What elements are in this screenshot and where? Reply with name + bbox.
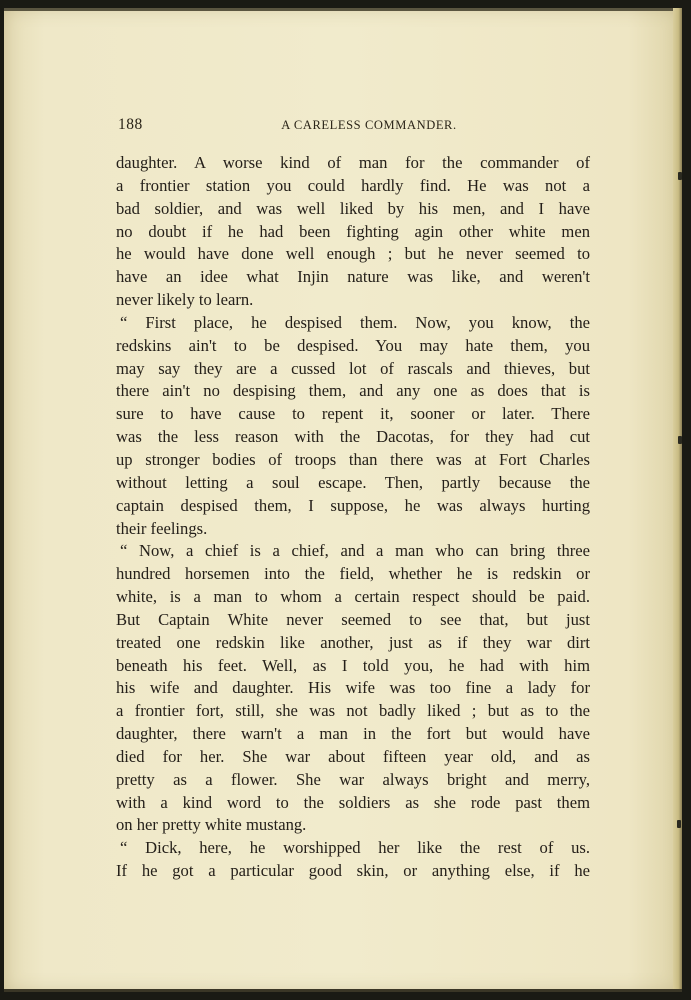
- text-line: sure to have cause to repent it, sooner or later. There: [116, 404, 590, 424]
- text-line: may say they are a cussed lot of rascals and thieves, but: [116, 358, 590, 378]
- text-line: daughter. A worse kind of man for the commander of: [116, 153, 590, 172]
- text-line: a frontier fort, still, she was not badly liked ; but as to the: [116, 701, 590, 721]
- margin-mark: [677, 820, 681, 828]
- margin-mark: [678, 172, 682, 180]
- text-line: daughter, there warn't a man in the fort but would have: [116, 724, 590, 744]
- text-line: his wife and daughter. His wife was too fine a lady for: [116, 678, 590, 698]
- text-line: with a kind word to the soldiers as she rode past them: [116, 792, 590, 812]
- text-line: But Captain White never seemed to see that, but just: [116, 609, 590, 629]
- text-line: pretty as a flower. She war always bright and merry,: [116, 769, 590, 789]
- text-line: was the less reason with the Dacotas, for they had cut: [116, 427, 590, 447]
- text-line: have an idee what Injin nature was like, and weren't: [116, 267, 590, 287]
- text-line: If he got a particular good skin, or anything else, if he: [116, 861, 590, 881]
- page-edge: [673, 8, 682, 992]
- text-line: bad soldier, and was well liked by his men, and I have: [116, 198, 590, 218]
- text-line: a frontier station you could hardly find. He was not a: [116, 175, 590, 195]
- margin-mark: [678, 436, 682, 444]
- running-head: [118, 116, 590, 136]
- body-text: [116, 152, 590, 883]
- text-line: without letting a soul escape. Then, partly because the: [116, 472, 590, 492]
- text-line: redskins ain't to be despised. You may hate them, you: [116, 335, 590, 355]
- text-line: never likely to learn.: [116, 290, 254, 310]
- text-line: white, is a man to whom a certain respect should be paid.: [116, 587, 590, 607]
- text-line: there ain't no despising them, and any one as does that is: [116, 381, 590, 401]
- text-line: “ Now, a chief is a chief, and a man who can bring three: [120, 541, 590, 561]
- text-line: no doubt if he had been fighting agin other white men: [116, 221, 590, 241]
- text-line: hundred horsemen into the field, whether he is redskin or: [116, 564, 590, 584]
- text-line: treated one redskin like another, just as if they war dirt: [116, 632, 590, 652]
- text-line: on her pretty white mustang.: [116, 815, 307, 835]
- text-line: beneath his feet. Well, as I told you, he had with him: [116, 655, 590, 675]
- text-line: “ First place, he despised them. Now, you know, the: [120, 312, 590, 332]
- text-line: up stronger bodies of troops than there was at Fort Charles: [116, 449, 590, 469]
- text-line: died for her. She war about fifteen year old, and as: [116, 746, 590, 766]
- text-line: their feelings.: [116, 518, 208, 538]
- running-title: A CARELESS COMMANDER.: [281, 118, 457, 132]
- page-number: 188: [118, 116, 143, 133]
- top-border: [4, 8, 682, 11]
- bottom-border: [4, 989, 682, 992]
- text-line: “ Dick, here, he worshipped her like the rest of us.: [120, 838, 590, 858]
- text-line: he would have done well enough ; but he never seemed to: [116, 244, 590, 264]
- text-line: captain despised them, I suppose, he was always hurting: [116, 495, 590, 515]
